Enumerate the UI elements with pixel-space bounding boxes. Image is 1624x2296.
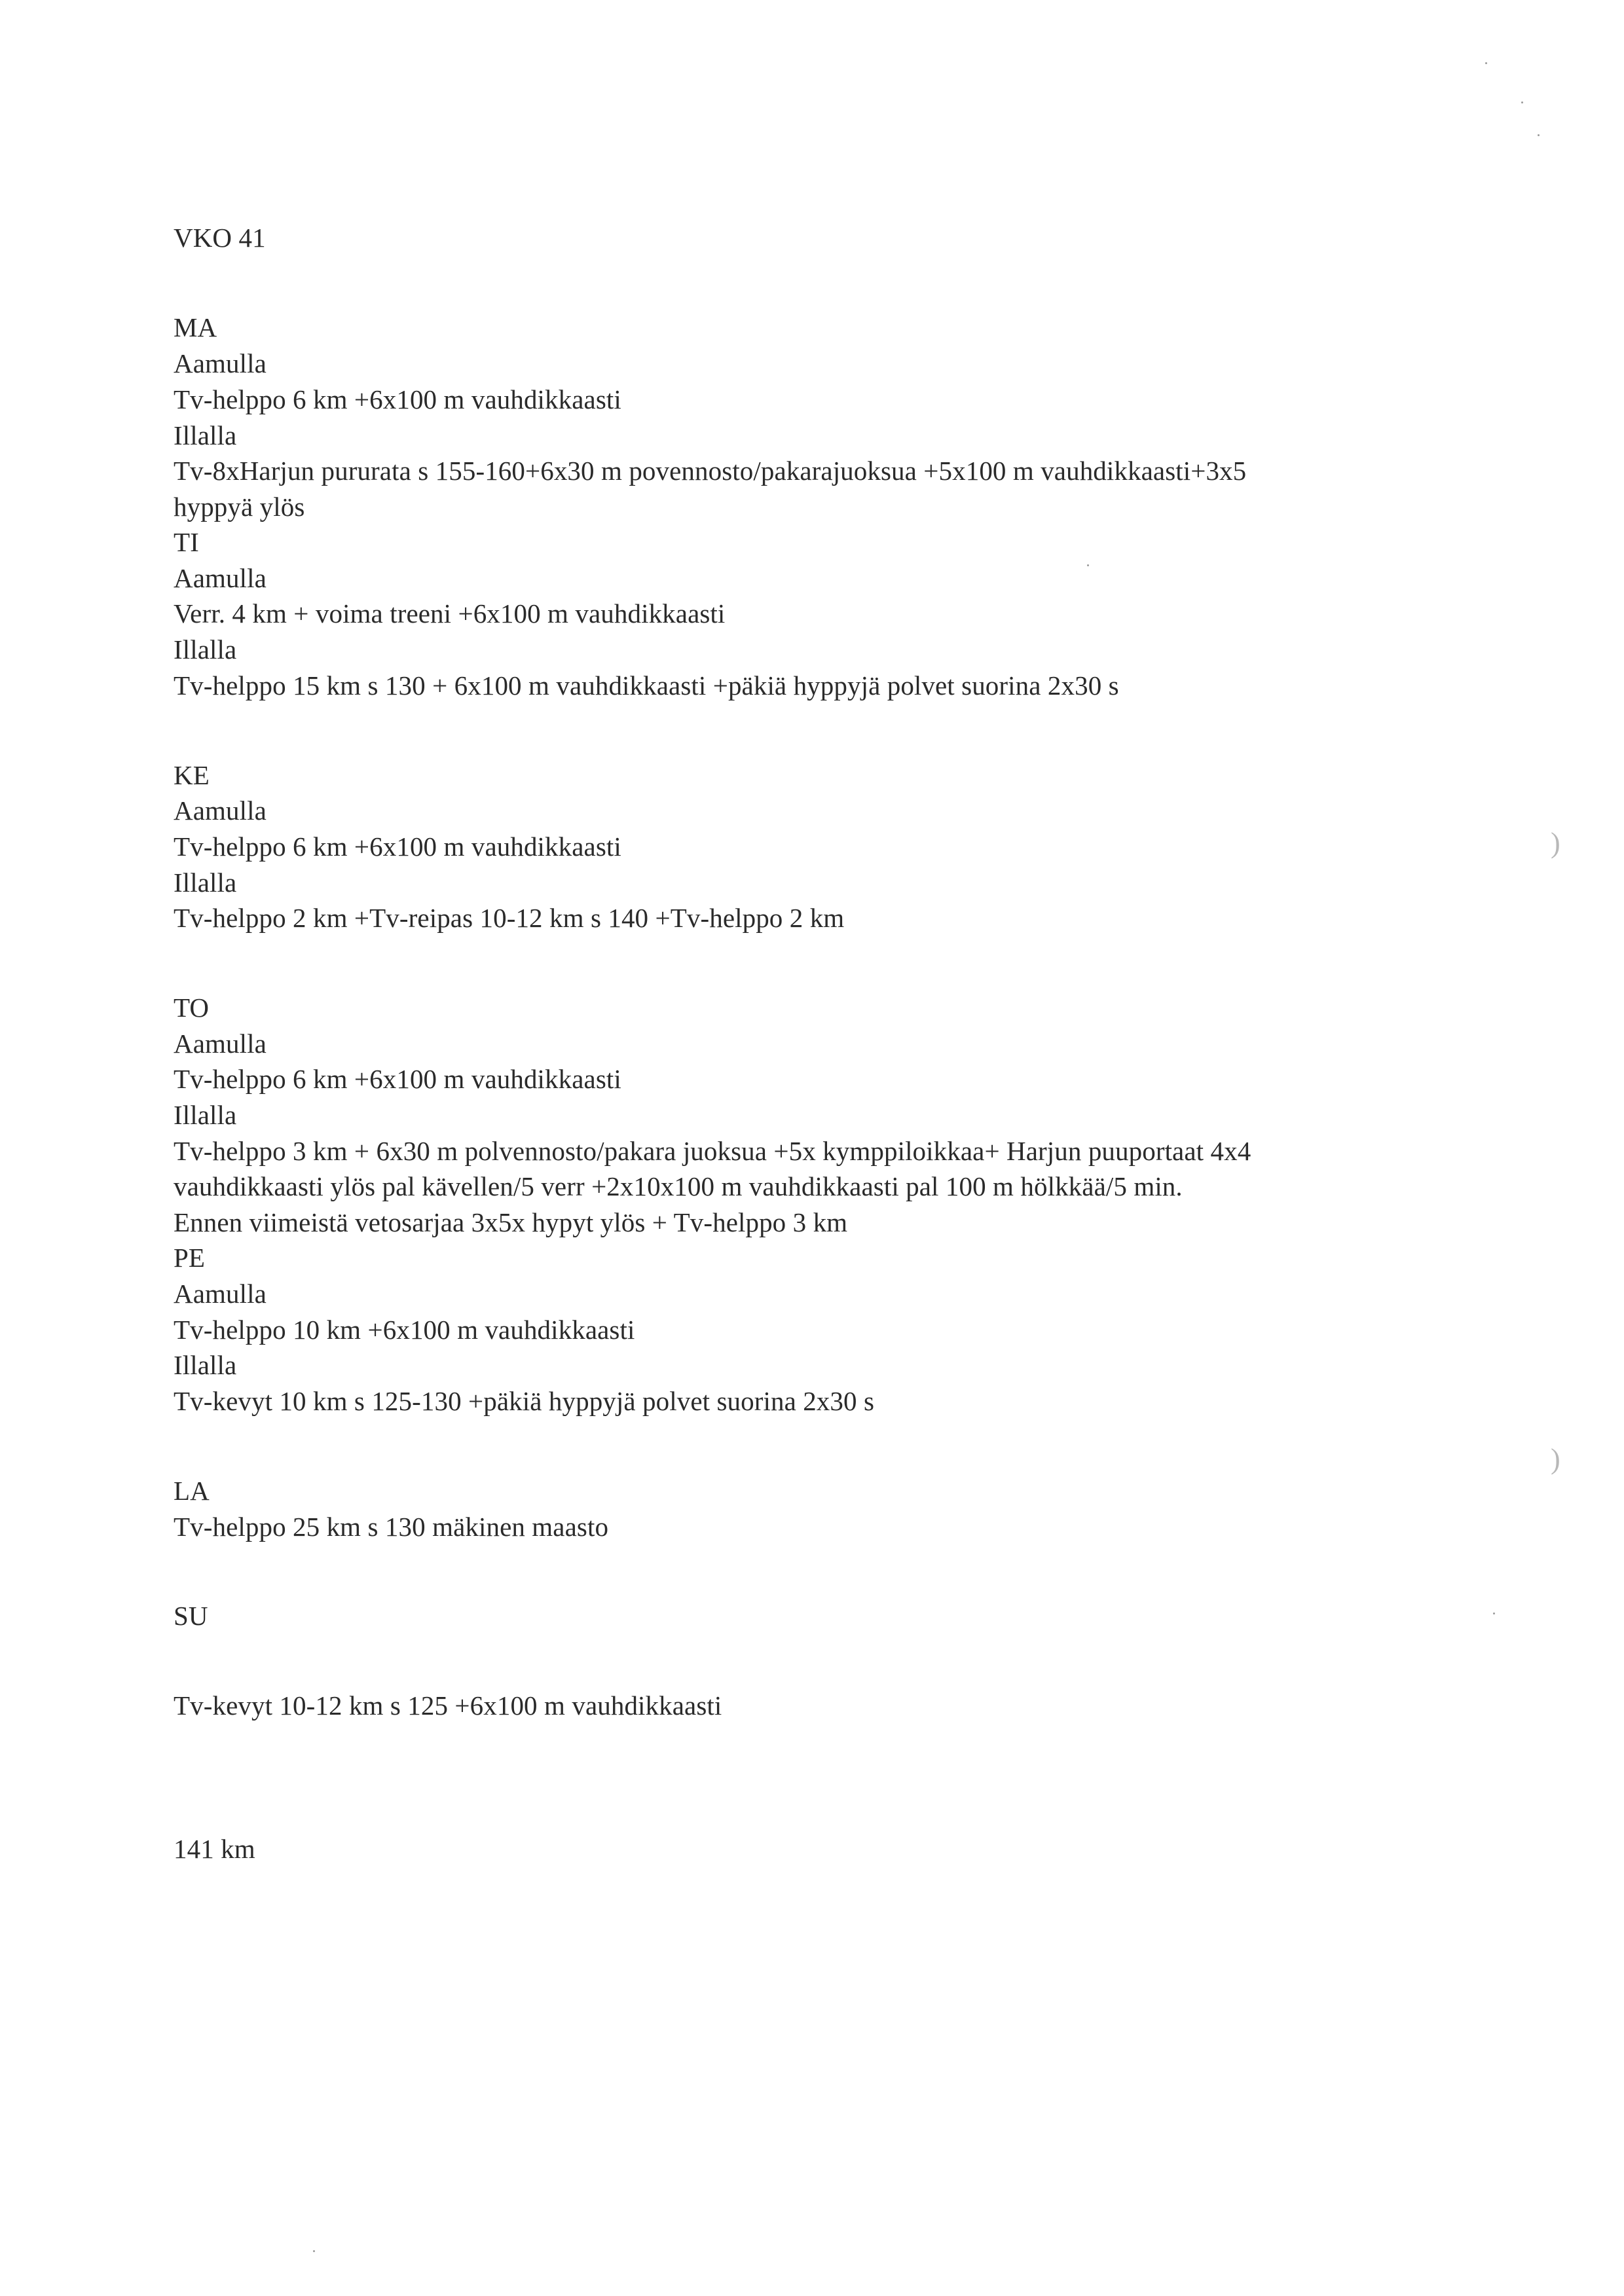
session-label-evening: Illalla	[174, 634, 237, 665]
day-heading-to: TO	[174, 993, 210, 1023]
workout-line: Tv-helppo 6 km +6x100 m vauhdikkaasti	[174, 831, 621, 862]
scan-speck	[313, 2250, 315, 2252]
margin-paren-mark: )	[1551, 827, 1560, 859]
workout-line: Tv-helppo 6 km +6x100 m vauhdikkaasti	[174, 1064, 621, 1094]
workout-line: Tv-helppo 15 km s 130 + 6x100 m vauhdikkaasti +päkiä hyppyjä polvet suorina 2x30 s	[174, 670, 1119, 701]
workout-line: Tv-helppo 3 km + 6x30 m polvennosto/pakara juoksua +5x kymppiloikkaa+ Harjun puuportaat 4x4	[174, 1136, 1251, 1166]
day-heading-ke: KE	[174, 760, 210, 790]
workout-line: Ennen viimeistä vetosarjaa 3x5x hypyt ylös + Tv-helppo 3 km	[174, 1207, 848, 1237]
session-label-evening: Illalla	[174, 1100, 237, 1130]
workout-line: Verr. 4 km + voima treeni +6x100 m vauhdikkaasti	[174, 598, 726, 629]
workout-line: hyppyä ylös	[174, 492, 305, 522]
session-label-morning: Aamulla	[174, 795, 267, 826]
workout-line: Tv-kevyt 10 km s 125-130 +päkiä hyppyjä polvet suorina 2x30 s	[174, 1386, 875, 1416]
day-heading-ma: MA	[174, 312, 217, 342]
workout-line: Tv-helppo 10 km +6x100 m vauhdikkaasti	[174, 1315, 635, 1345]
workout-line: Tv-helppo 2 km +Tv-reipas 10-12 km s 140 +Tv-helppo 2 km	[174, 903, 845, 933]
session-label-morning: Aamulla	[174, 1279, 267, 1309]
scan-speck	[1485, 62, 1487, 64]
session-label-morning: Aamulla	[174, 348, 267, 378]
session-label-evening: Illalla	[174, 420, 237, 450]
workout-line: Tv-helppo 25 km s 130 mäkinen maasto	[174, 1512, 609, 1542]
margin-paren-mark: )	[1551, 1443, 1560, 1475]
scan-speck	[1493, 1613, 1495, 1614]
workout-line: Tv-8xHarjun pururata s 155-160+6x30 m povennosto/pakarajuoksua +5x100 m vauhdikkaasti+3x5	[174, 456, 1247, 486]
scan-speck	[1087, 564, 1089, 566]
workout-line: vauhdikkaasti ylös pal kävellen/5 verr +2x10x100 m vauhdikkaasti pal 100 m hölkkää/5 min.	[174, 1171, 1183, 1201]
session-label-morning: Aamulla	[174, 563, 267, 593]
weekly-total: 141 km	[174, 1834, 255, 1864]
session-label-morning: Aamulla	[174, 1029, 267, 1059]
scan-speck	[1538, 134, 1540, 136]
session-label-evening: Illalla	[174, 1350, 237, 1380]
day-heading-su: SU	[174, 1601, 208, 1631]
week-title: VKO 41	[174, 223, 266, 253]
scan-speck	[1521, 101, 1523, 103]
day-heading-la: LA	[174, 1476, 210, 1506]
day-heading-ti: TI	[174, 527, 199, 557]
workout-line: Tv-kevyt 10-12 km s 125 +6x100 m vauhdikkaasti	[174, 1690, 722, 1721]
day-heading-pe: PE	[174, 1243, 206, 1273]
workout-line: Tv-helppo 6 km +6x100 m vauhdikkaasti	[174, 384, 621, 414]
session-label-evening: Illalla	[174, 867, 237, 898]
